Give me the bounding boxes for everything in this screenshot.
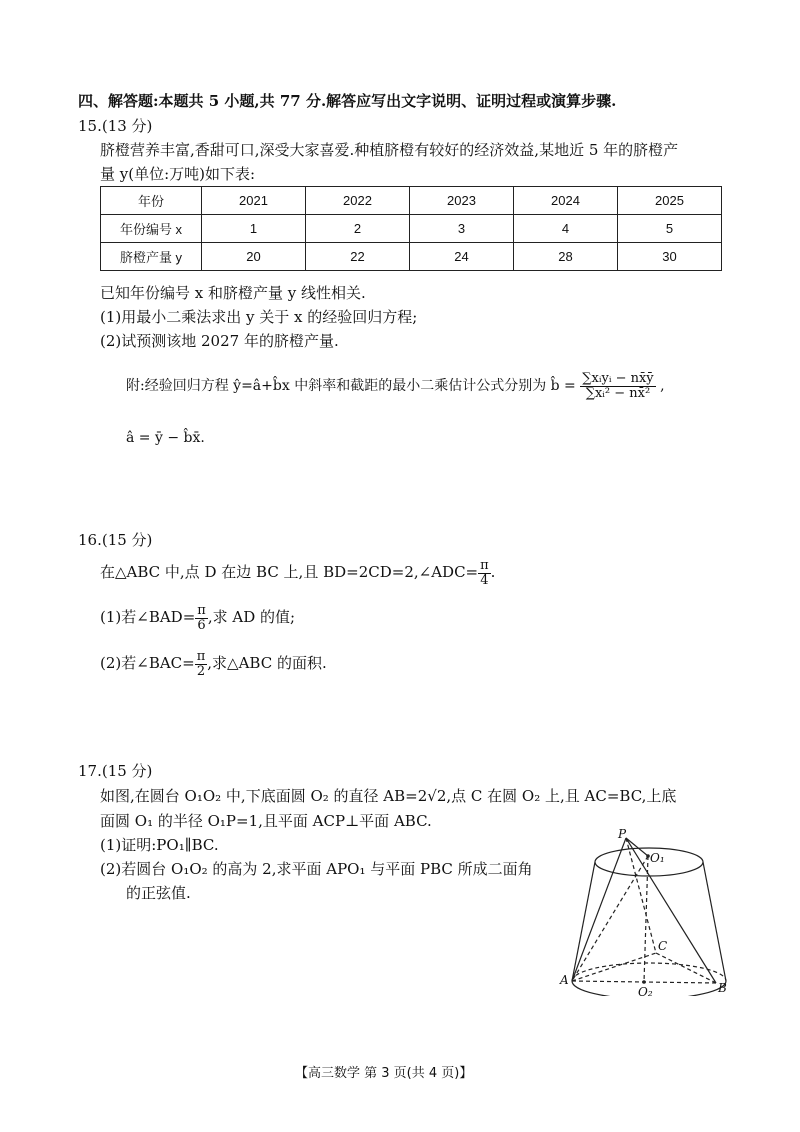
table-cell: 2022 xyxy=(306,187,410,215)
table-cell: 4 xyxy=(514,215,618,243)
fraction-numerator: π xyxy=(197,603,206,618)
frustum-figure xyxy=(558,826,738,996)
table-row xyxy=(101,215,722,243)
q16-part1 xyxy=(100,604,295,632)
fraction-denominator: 2 xyxy=(196,663,206,679)
fraction-numerator: π xyxy=(480,558,489,573)
q17-part2-line1: (2)若圆台 O₁O₂ 的高为 2,求平面 APO₁ 与平面 PBC 所成二面角 xyxy=(100,860,533,878)
q17-line1: 如图,在圆台 O₁O₂ 中,下底面圆 O₂ 的直径 AB=2√2,点 C 在圆 O₂ 上,且 AC=BC,上底 xyxy=(100,787,677,805)
table-cell: 28 xyxy=(514,243,618,271)
q16-part2-pre: (2)若∠BAC= xyxy=(100,654,195,673)
q17-line2: 面圆 O₁ 的半径 O₁P=1,且平面 ACP⊥平面 ABC. xyxy=(100,812,432,830)
point-o2 xyxy=(642,980,646,984)
q15-line1: 脐橙营养丰富,香甜可口,深受大家喜爱.种植脐橙有较好的经济效益,某地近 5 年的脐橙产 xyxy=(100,141,679,159)
label-c: C xyxy=(658,939,668,953)
table-cell: 2024 xyxy=(514,187,618,215)
page-footer: 【高三数学 第 3 页(共 4 页)】 xyxy=(295,1066,473,1081)
fraction-denominator: 6 xyxy=(197,617,206,633)
fraction-denominator: 4 xyxy=(480,572,489,588)
q15-part1: (1)用最小二乘法求出 y 关于 x 的经验回归方程; xyxy=(100,308,418,326)
table-row xyxy=(101,243,722,271)
q16-part1-post: ,求 AD 的值; xyxy=(207,608,296,627)
section-title: 四、解答题:本题共 5 小题,共 77 分.解答应写出文字说明、证明过程或演算步骤. xyxy=(78,92,617,110)
segment-ac xyxy=(572,953,656,981)
slope-denominator: ∑xᵢ² − nx̄² xyxy=(585,385,651,401)
table-cell: 2025 xyxy=(618,187,722,215)
q15-part2: (2)试预测该地 2027 年的脐橙产量. xyxy=(100,332,339,350)
q17-part1: (1)证明:PO₁∥BC. xyxy=(100,836,219,854)
left-generator xyxy=(572,862,595,981)
table-cell: 2021 xyxy=(202,187,306,215)
q15-appendix xyxy=(126,372,665,400)
q16-part1-pre: (1)若∠BAD= xyxy=(100,608,196,627)
label-o2: O₂ xyxy=(638,985,653,996)
table-cell: 5 xyxy=(618,215,722,243)
row-header: 脐橙产量 y xyxy=(101,243,202,271)
q15-label: 15.(13 分) xyxy=(78,117,153,135)
yield-table xyxy=(100,186,722,271)
label-b: B xyxy=(718,981,727,995)
table-cell: 2023 xyxy=(410,187,514,215)
slope-formula xyxy=(580,372,655,400)
q15-line2: 量 y(单位:万吨)如下表: xyxy=(100,165,256,183)
q17-label: 17.(15 分) xyxy=(78,762,153,780)
table-cell: 20 xyxy=(202,243,306,271)
label-p: P xyxy=(618,827,627,841)
label-a: A xyxy=(560,973,569,987)
table-cell: 30 xyxy=(618,243,722,271)
segment-o1a xyxy=(572,856,648,981)
q15-after-table: 已知年份编号 x 和脐橙产量 y 线性相关. xyxy=(100,284,366,302)
q16-line1-text: 在△ABC 中,点 D 在边 BC 上,且 BD=2CD=2,∠ADC= xyxy=(100,563,479,582)
table-cell: 24 xyxy=(410,243,514,271)
table-cell: 2 xyxy=(306,215,410,243)
row-header: 年份编号 x xyxy=(101,215,202,243)
q15-appendix-line2: â = ȳ − b̂x̄. xyxy=(126,430,205,446)
angle-bad-fraction xyxy=(195,604,208,632)
q16-part2-post: ,求△ABC 的面积. xyxy=(207,654,327,673)
q16-label: 16.(15 分) xyxy=(78,531,153,549)
appendix-comma: , xyxy=(660,378,665,395)
row-header: 年份 xyxy=(101,187,202,215)
table-cell: 22 xyxy=(306,243,410,271)
q17-part2-line2: 的正弦值. xyxy=(126,884,191,902)
q16-line1-end: . xyxy=(490,563,496,582)
lower-base-back-arc xyxy=(572,963,726,981)
segment-pa xyxy=(572,838,626,981)
point-o1 xyxy=(646,854,650,858)
angle-bac-fraction xyxy=(195,650,208,678)
upper-base-circle xyxy=(595,848,703,876)
appendix-prefix: 附:经验回归方程 ŷ=â+b̂x 中斜率和截距的最小二乘估计公式分别为 b̂ = xyxy=(126,378,576,395)
right-generator xyxy=(703,862,726,981)
table-cell: 1 xyxy=(202,215,306,243)
q16-line1 xyxy=(100,559,495,587)
table-cell: 3 xyxy=(410,215,514,243)
slope-numerator: ∑xᵢyᵢ − nx̄ȳ xyxy=(582,371,654,386)
angle-adc-fraction xyxy=(478,559,491,587)
label-o1: O₁ xyxy=(650,851,665,865)
q16-part2 xyxy=(100,650,327,678)
segment-po1 xyxy=(626,838,648,856)
fraction-numerator: π xyxy=(196,649,206,664)
table-row xyxy=(101,187,722,215)
